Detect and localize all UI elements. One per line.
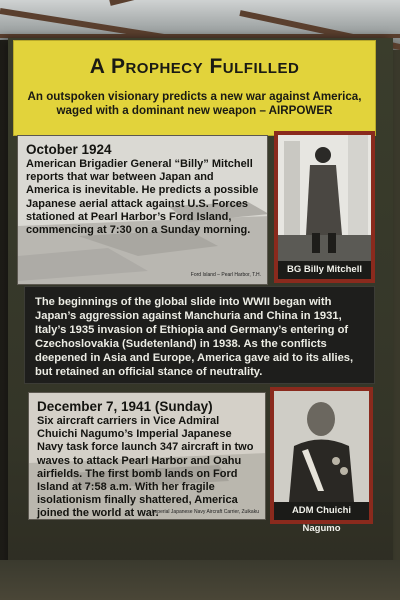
panel-body: Six aircraft carriers in Vice Admiral Chuichi Nagumo’s Imperial Japanese Navy task force launch 347 aircraft in two waves to attack Pearl Harbor and Oahu airfields. The first bomb lands on Ford Island at 7:58 a.m. With her fragile isolationism finally shattered, America joined the world at war. [37,415,254,520]
mitchell-figure-image [278,135,371,261]
panel-october-1924 [17,135,268,285]
page-title: A Prophecy Fulfilled [89,55,300,78]
title-block [13,40,376,136]
page-subtitle: An outspoken visionary predicts a new war against America, waged with a dominant new weapon – AIRPOWER [27,90,362,117]
panel-body: American Brigadier General “Billy” Mitchell reports that war between Japan and America is inevitable. He predicts a possible Japanese aerial attack against U.S. Forces stationed at Pearl Harbor’s Ford Island, commencing at 7:30 on a Sunday morning. [26,158,259,237]
panel-heading: December 7, 1941 (Sunday) [37,399,213,414]
nagumo-figure-image [274,391,369,502]
context-panel [24,286,375,384]
ceiling-beam [109,0,334,6]
panel-december-1941 [28,392,266,520]
floor [0,560,400,600]
portrait-label: ADM Chuichi Nagumo [274,502,369,520]
panel-text [29,393,265,520]
panel-text [18,136,267,243]
photo-caption: Ford Island – Pearl Harbor, T.H. [190,272,261,278]
portrait-nagumo [270,387,373,534]
portrait-mitchell [274,131,375,283]
portrait-label: BG Billy Mitchell [278,261,371,279]
panel-heading: October 1924 [26,142,112,157]
portrait-photo [274,391,369,502]
photo-caption: Imperial Japanese Navy Aircraft Carrier, Zuikaku [151,509,259,515]
portrait-photo [278,135,371,261]
context-text: The beginnings of the global slide into WWII began with Japan’s aggression against Manchuria and China in 1931, Italy’s 1935 invasion of Ethiopia and Germany’s entering of Czechoslovakia (Sudetenland) in 1938. As the conflicts deepened in Asia and Europe, America gave aid to its allies, but retained an official stance of neutrality. [35,296,354,378]
